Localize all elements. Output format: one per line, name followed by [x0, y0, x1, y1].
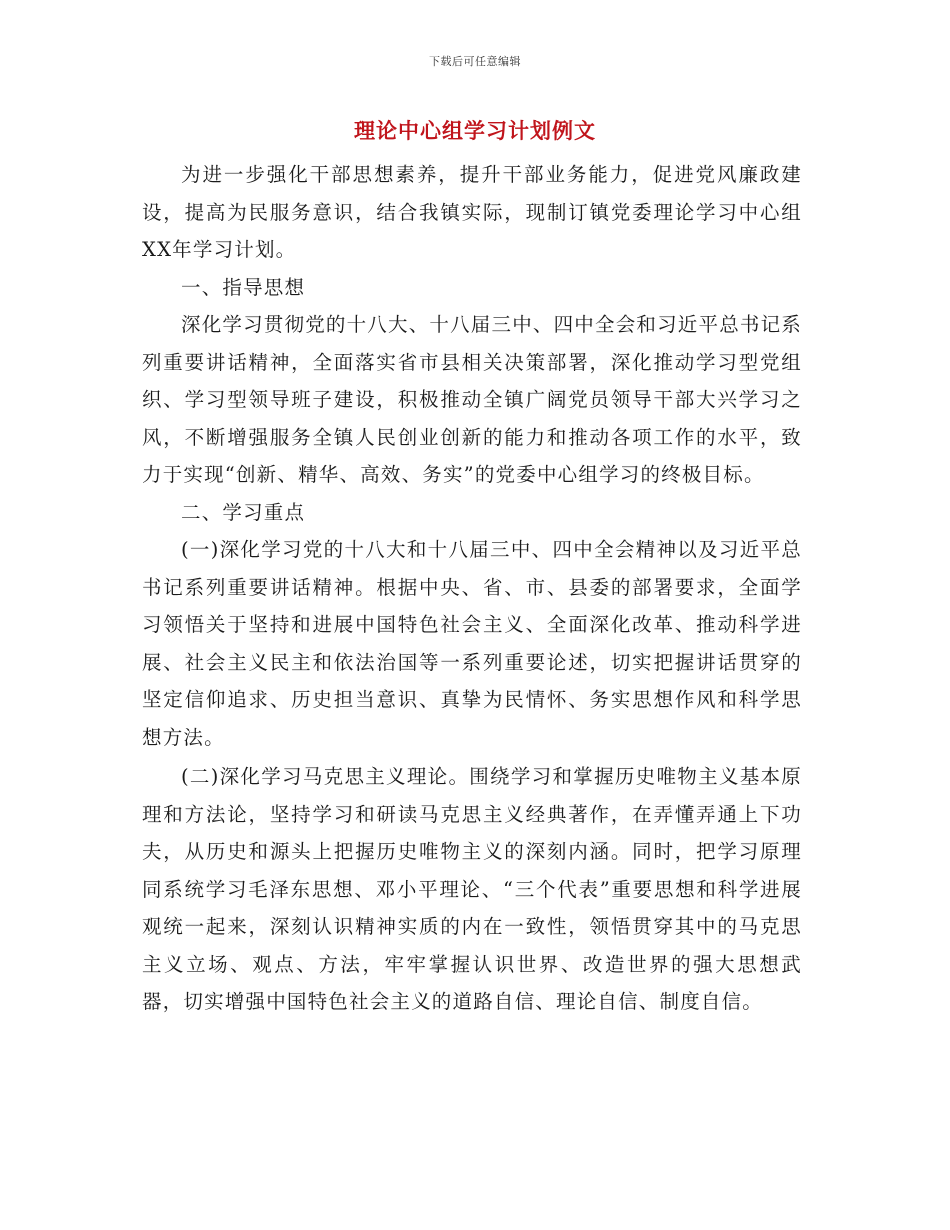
intro-paragraph: 为进一步强化干部思想素养，提升干部业务能力，促进党风廉政建设，提高为民服务意识，结合我镇实际，现制订镇党委理论学习中心组XX年学习计划。: [142, 163, 802, 261]
section-heading-study-focus: 二、学习重点: [181, 500, 306, 524]
document-title: 理论中心组学习计划例文: [354, 118, 596, 143]
study-focus-item-2: (二)深化学习马克思主义理论。围绕学习和掌握历史唯物主义基本原理和方法论，坚持学习和研读马克思主义经典著作，在弄懂弄通上下功夫，从历史和源头上把握历史唯物主义的深刻内涵。同时，把学习原理同系统学习毛泽东思想、邓小平理论、“三个代表”重要思想和科学进展观统一起来，深刻认识精神实质的内在一致性，领悟贯穿其中的马克思主义立场、观点、方法，牢牢掌握认识世界、改造世界的强大思想武器，切实增强中国特色社会主义的道路自信、理论自信、制度自信。: [142, 765, 802, 1013]
study-focus-item-1: (一)深化学习党的十八大和十八届三中、四中全会精神以及习近平总书记系列重要讲话精神。根据中央、省、市、县委的部署要求，全面学习领悟关于坚持和进展中国特色社会主义、全面深化改革、推动科学进展、社会主义民主和依法治国等一系列重要论述，切实把握讲话贯穿的坚定信仰追求、历史担当意识、真挚为民情怀、务实思想作风和科学思想方法。: [142, 538, 802, 749]
document-body: [142, 156, 802, 1021]
guiding-ideology-paragraph: 深化学习贯彻党的十八大、十八届三中、四中全会和习近平总书记系列重要讲话精神，全面落实省市县相关决策部署，深化推动学习型党组织、学习型领导班子建设，积极推动全镇广阔党员领导干部大兴学习之风，不断增强服务全镇人民创业创新的能力和推动各项工作的水平，致力于实现“创新、精华、高效、务实”的党委中心组学习的终极目标。: [142, 313, 803, 486]
section-heading-guiding-ideology: 一、指导思想: [181, 275, 306, 299]
header-note: 下载后可任意编辑: [429, 55, 521, 68]
